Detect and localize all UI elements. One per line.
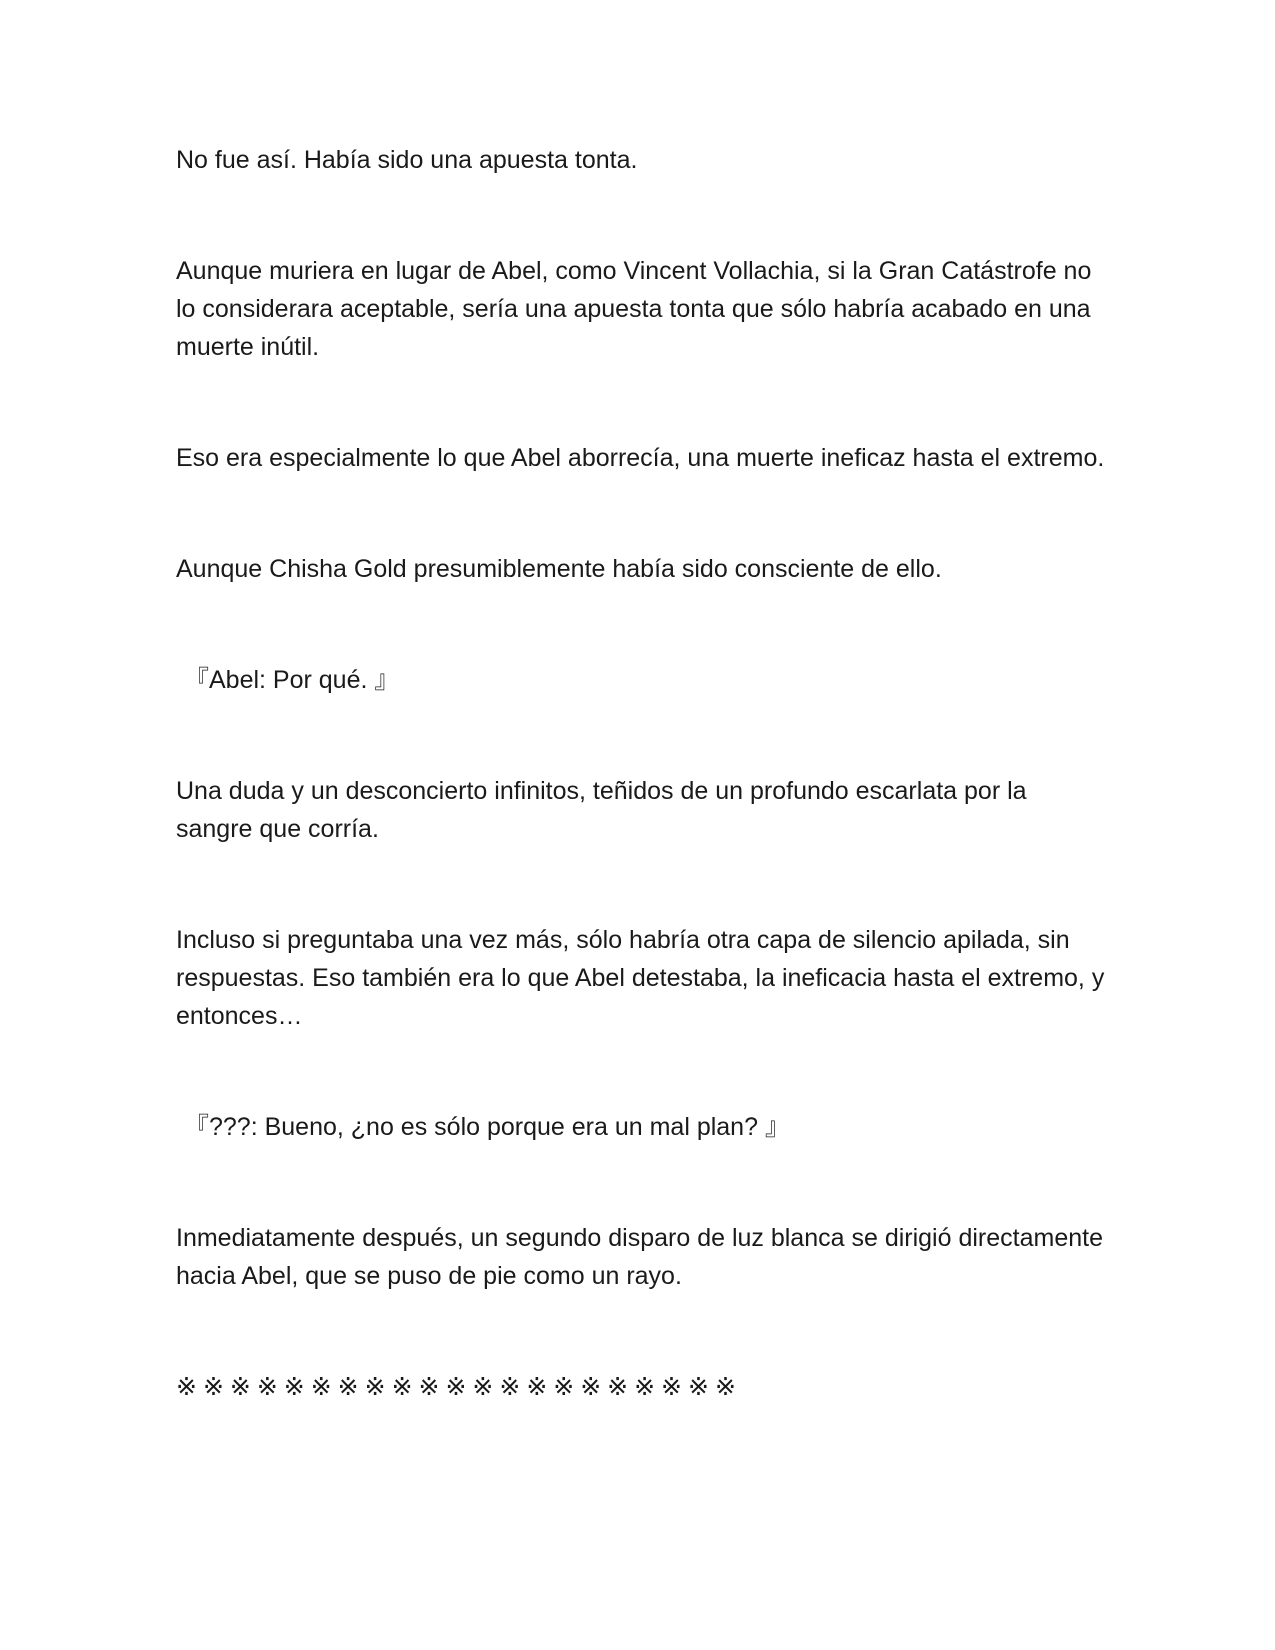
scene-separator: ※※※※※※※※※※※※※※※※※※※※※: [176, 1372, 742, 1401]
dialogue-line: 『Abel: Por qué. 』: [184, 666, 400, 694]
paragraph: Inmediatamente después, un segundo disparo de luz blanca se dirigió directamente hacia Abel, que se puso de pie como un rayo.: [176, 1224, 1103, 1290]
paragraph: Una duda y un desconcierto infinitos, teñidos de un profundo escarlata por la sangre que corría.: [176, 777, 1027, 843]
paragraph: Aunque muriera en lugar de Abel, como Vincent Vollachia, si la Gran Catástrofe no lo considerara aceptable, sería una apuesta tonta que sólo habría acabado en una muerte inútil.: [176, 257, 1092, 361]
paragraph: Aunque Chisha Gold presumiblemente había sido consciente de ello.: [176, 555, 942, 583]
paragraph: Eso era especialmente lo que Abel aborrecía, una muerte ineficaz hasta el extremo.: [176, 444, 1105, 472]
paragraph: Incluso si preguntaba una vez más, sólo habría otra capa de silencio apilada, sin respuestas. Eso también era lo que Abel detestaba, la ineficacia hasta el extremo, y entonces…: [176, 926, 1105, 1030]
paragraph: No fue así. Había sido una apuesta tonta.: [176, 146, 638, 174]
dialogue-line: 『???: Bueno, ¿no es sólo porque era un mal plan? 』: [184, 1113, 790, 1141]
document-body: [176, 141, 1106, 1406]
